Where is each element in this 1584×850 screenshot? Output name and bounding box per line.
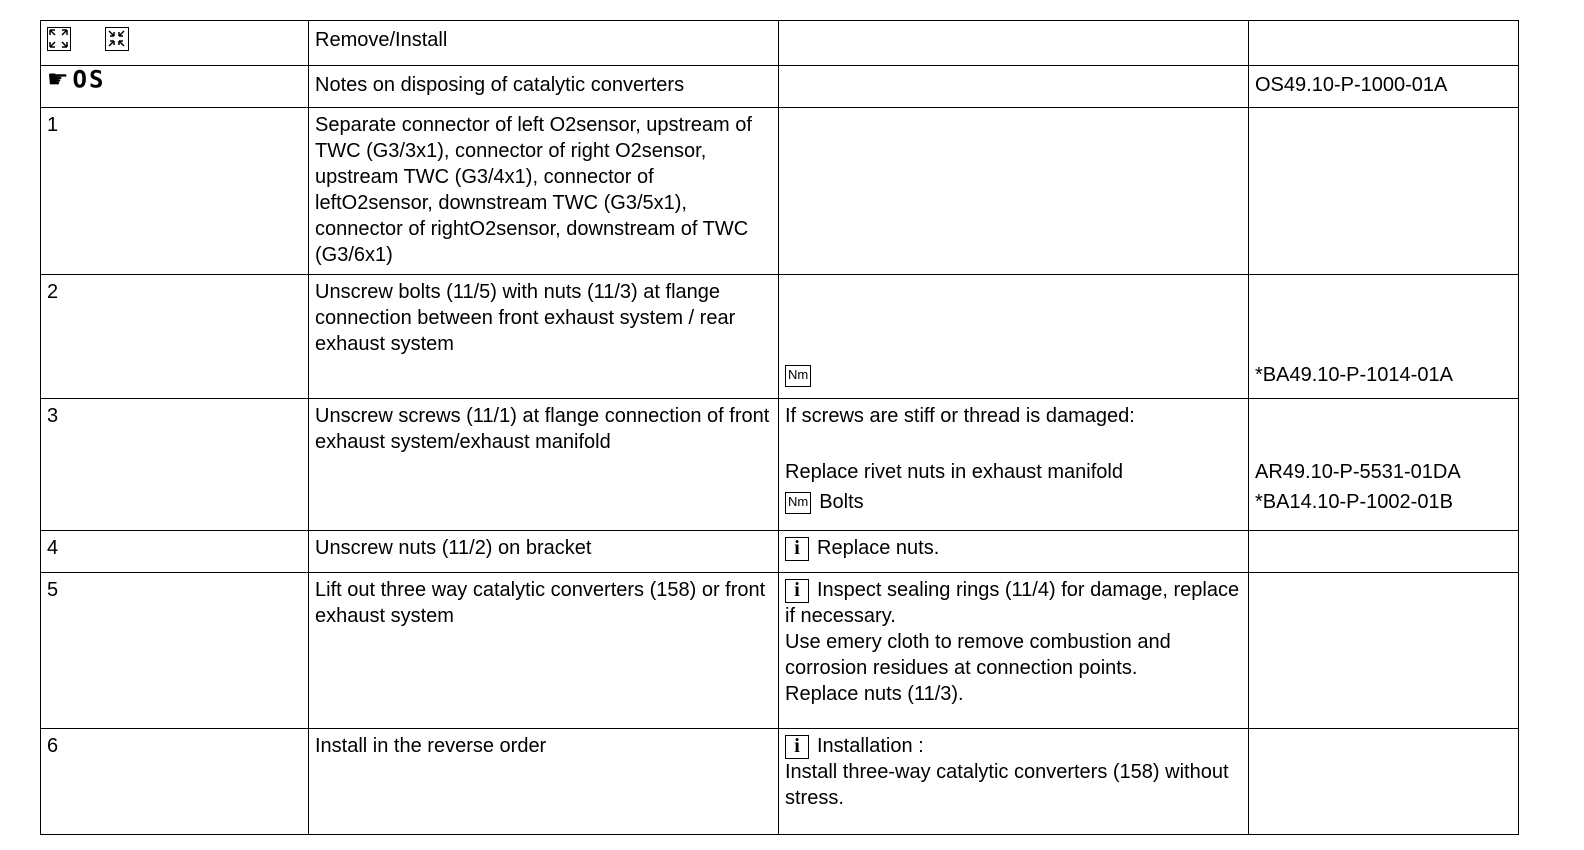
table-row (41, 21, 1519, 66)
icons-cell (41, 21, 309, 66)
note-line: Replace nuts. (817, 537, 940, 559)
step-number-cell (41, 531, 309, 573)
note-line: Install three-way catalytic converters (158) without stress. (785, 761, 1229, 809)
expand-icon[interactable] (47, 27, 71, 51)
step-action-text: Unscrew bolts (11/5) with nuts (11/3) at flange connection between front exhaust system / rear exhaust system (315, 281, 736, 355)
torque-reference-link[interactable]: *BA14.10-P-1002-01B (1255, 491, 1453, 513)
note-cell (779, 108, 1249, 275)
step-action-text: Unscrew nuts (11/2) on bracket (315, 537, 592, 559)
ref-cell (1249, 531, 1519, 573)
repair-reference-link[interactable]: AR49.10-P-5531-01DA (1255, 461, 1461, 483)
note-line: Replace nuts (11/3). (785, 683, 964, 705)
ref-cell (1249, 729, 1519, 835)
step-number-cell (41, 729, 309, 835)
step-number: 6 (47, 735, 59, 757)
step-number-cell (41, 275, 309, 399)
step-number: 1 (47, 114, 59, 136)
ref-cell (1249, 275, 1519, 399)
torque-item-text: Bolts (819, 491, 864, 513)
remove-install-title: Remove/Install (315, 29, 448, 51)
note-cell (779, 21, 1249, 66)
action-cell (309, 399, 779, 531)
info-icon[interactable]: i (785, 579, 809, 603)
os-label: OS (72, 65, 106, 94)
note-cell (779, 573, 1249, 729)
ref-cell (1249, 21, 1519, 66)
ref-cell (1249, 66, 1519, 108)
pointing-hand-icon: ☛ (47, 65, 69, 93)
note-cell (779, 66, 1249, 108)
action-cell (309, 573, 779, 729)
ref-cell (1249, 399, 1519, 531)
torque-nm-icon[interactable]: Nm (785, 492, 811, 514)
table-row (41, 399, 1519, 531)
action-cell (309, 66, 779, 108)
table-row (41, 66, 1519, 108)
info-icon[interactable]: i (785, 735, 809, 759)
procedure-table (40, 20, 1519, 835)
note-line: If screws are stiff or thread is damaged: (785, 405, 1135, 427)
table-row (41, 573, 1519, 729)
note-line: Installation : (817, 735, 924, 757)
ref-cell (1249, 573, 1519, 729)
note-line: Replace rivet nuts in exhaust manifold (785, 461, 1123, 483)
collapse-icon[interactable] (105, 27, 129, 51)
table-row (41, 531, 1519, 573)
action-cell (309, 531, 779, 573)
step-action-text: Install in the reverse order (315, 735, 547, 757)
note-line: Inspect sealing rings (11/4) for damage, replace if necessary. (785, 579, 1240, 627)
step-number: 4 (47, 537, 59, 559)
step-number-cell (41, 399, 309, 531)
note-cell (779, 399, 1249, 531)
step-action-text: Separate connector of left O2sensor, upstream of TWC (G3/3x1), connector of right O2sensor, upstream TWC (G3/4x1), connector of leftO2sensor, downstream TWC (G3/5x1), connector of rightO2sensor, downstream of TWC (G3/6x1) (315, 114, 752, 266)
step-number: 5 (47, 579, 59, 601)
step-number-cell (41, 573, 309, 729)
step-number: 2 (47, 281, 59, 303)
table-row (41, 729, 1519, 835)
step-number: 3 (47, 405, 59, 427)
action-cell (309, 275, 779, 399)
os-cell (41, 66, 309, 108)
note-line: Use emery cloth to remove combustion and corrosion residues at connection points. (785, 631, 1171, 679)
os-reference-link[interactable]: OS49.10-P-1000-01A (1255, 74, 1448, 96)
table-row (41, 108, 1519, 275)
table-row (41, 275, 1519, 399)
info-icon[interactable]: i (785, 537, 809, 561)
step-action-text: Unscrew screws (11/1) at flange connection of front exhaust system/exhaust manifold (315, 405, 770, 453)
os-action-text: Notes on disposing of catalytic converters (315, 74, 685, 96)
note-cell (779, 531, 1249, 573)
step-action-text: Lift out three way catalytic converters (158) or front exhaust system (315, 579, 766, 627)
torque-nm-icon[interactable]: Nm (785, 365, 811, 387)
note-cell (779, 275, 1249, 399)
action-cell (309, 108, 779, 275)
torque-reference-link[interactable]: *BA49.10-P-1014-01A (1255, 364, 1453, 386)
action-cell (309, 729, 779, 835)
action-cell (309, 21, 779, 66)
step-number-cell (41, 108, 309, 275)
note-cell (779, 729, 1249, 835)
ref-cell (1249, 108, 1519, 275)
